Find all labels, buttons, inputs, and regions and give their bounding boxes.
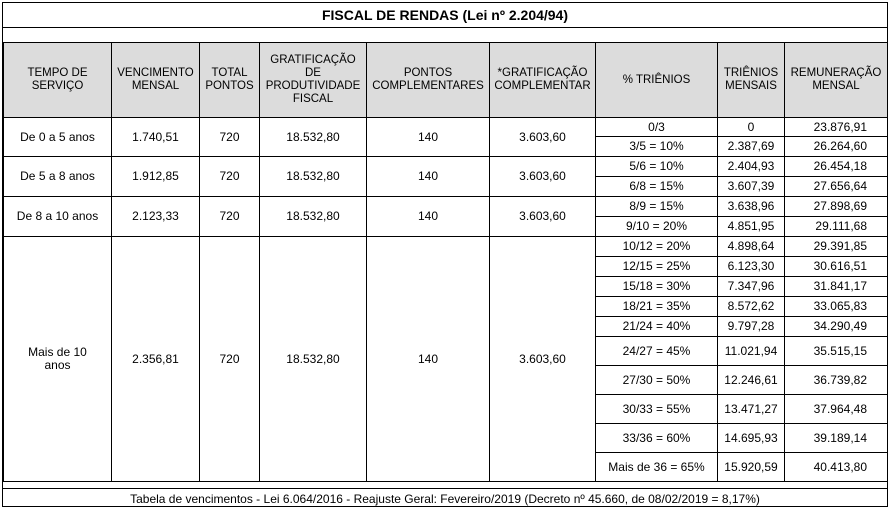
cell-trienio-mensal: 11.021,94 xyxy=(718,337,785,366)
cell-remuneracao: 33.065,83 xyxy=(785,297,888,317)
salary-table xyxy=(3,42,888,482)
cell-trienio-pct: 30/33 = 55% xyxy=(596,395,718,424)
table-row xyxy=(4,118,888,137)
cell-remuneracao: 27.898,69 xyxy=(785,197,888,217)
cell-tempo: De 8 a 10 anos xyxy=(4,197,112,237)
cell-trienio-mensal: 13.471,27 xyxy=(718,395,785,424)
cell-trienio-mensal: 0 xyxy=(718,118,785,137)
cell-tempo: De 5 a 8 anos xyxy=(4,157,112,197)
header-vencimento: VENCIMENTO MENSAL xyxy=(112,43,200,118)
cell-remuneracao: 36.739,82 xyxy=(785,366,888,395)
cell-pontos-complementares: 140 xyxy=(367,157,490,197)
cell-trienio-pct: 33/36 = 60% xyxy=(596,424,718,453)
cell-trienio-mensal: 4.851,95 xyxy=(718,217,785,237)
cell-trienio-mensal: 2.387,69 xyxy=(718,137,785,157)
cell-total-pontos: 720 xyxy=(200,237,260,482)
cell-gratificacao-complementar: 3.603,60 xyxy=(490,197,596,237)
cell-vencimento: 1.912,85 xyxy=(112,157,200,197)
cell-trienio-pct: 27/30 = 50% xyxy=(596,366,718,395)
cell-trienio-pct: 21/24 = 40% xyxy=(596,317,718,337)
header-remuneracao: REMUNERAÇÃO MENSAL xyxy=(785,43,888,118)
cell-trienio-pct: 3/5 = 10% xyxy=(596,137,718,157)
cell-pontos-complementares: 140 xyxy=(367,237,490,482)
cell-remuneracao: 30.616,51 xyxy=(785,257,888,277)
cell-gratificacao-complementar: 3.603,60 xyxy=(490,157,596,197)
cell-trienio-mensal: 15.920,59 xyxy=(718,453,785,482)
cell-remuneracao: 39.189,14 xyxy=(785,424,888,453)
cell-trienio-pct: 8/9 = 15% xyxy=(596,197,718,217)
cell-trienio-mensal: 14.695,93 xyxy=(718,424,785,453)
table-row xyxy=(4,197,888,217)
cell-remuneracao: 31.841,17 xyxy=(785,277,888,297)
cell-remuneracao: 40.413,80 xyxy=(785,453,888,482)
cell-remuneracao: 27.656,64 xyxy=(785,177,888,197)
cell-trienio-mensal: 3.607,39 xyxy=(718,177,785,197)
cell-tempo: Mais de 10 anos xyxy=(4,237,112,482)
cell-vencimento: 2.123,33 xyxy=(112,197,200,237)
cell-total-pontos: 720 xyxy=(200,157,260,197)
cell-tempo: De 0 a 5 anos xyxy=(4,118,112,157)
header-gratificacao: GRATIFICAÇÃO DE PRODUTIVIDADE FISCAL xyxy=(260,43,367,118)
cell-remuneracao: 26.264,60 xyxy=(785,137,888,157)
cell-gratificacao: 18.532,80 xyxy=(260,157,367,197)
cell-total-pontos: 720 xyxy=(200,197,260,237)
cell-trienio-mensal: 4.898,64 xyxy=(718,237,785,257)
cell-trienio-mensal: 9.797,28 xyxy=(718,317,785,337)
cell-gratificacao: 18.532,80 xyxy=(260,197,367,237)
cell-trienio-pct: 15/18 = 30% xyxy=(596,277,718,297)
cell-pontos-complementares: 140 xyxy=(367,118,490,157)
header-pontos-complementares: PONTOS COMPLEMENTARES xyxy=(367,43,490,118)
cell-total-pontos: 720 xyxy=(200,118,260,157)
cell-gratificacao-complementar: 3.603,60 xyxy=(490,237,596,482)
cell-gratificacao-complementar: 3.603,60 xyxy=(490,118,596,157)
cell-vencimento: 2.356,81 xyxy=(112,237,200,482)
cell-remuneracao: 35.515,15 xyxy=(785,337,888,366)
cell-trienio-mensal: 8.572,62 xyxy=(718,297,785,317)
cell-trienio-pct: Mais de 36 = 65% xyxy=(596,453,718,482)
cell-remuneracao: 29.111,68 xyxy=(785,217,888,237)
cell-vencimento: 1.740,51 xyxy=(112,118,200,157)
cell-trienio-mensal: 7.347,96 xyxy=(718,277,785,297)
cell-trienio-pct: 10/12 = 20% xyxy=(596,237,718,257)
cell-trienio-pct: 5/6 = 10% xyxy=(596,157,718,177)
cell-remuneracao: 26.454,18 xyxy=(785,157,888,177)
cell-trienio-pct: 18/21 = 35% xyxy=(596,297,718,317)
header-trienios-pct: % TRIÊNIOS xyxy=(596,43,718,118)
cell-remuneracao: 37.964,48 xyxy=(785,395,888,424)
cell-trienio-mensal: 2.404,93 xyxy=(718,157,785,177)
table-row xyxy=(4,237,888,257)
cell-trienio-mensal: 12.246,61 xyxy=(718,366,785,395)
footer-note: Tabela de vencimentos - Lei 6.064/2016 - Reajuste Geral: Fevereiro/2019 (Decreto nº 45.660, de 08/02/2019 = 8,17%) xyxy=(3,488,887,508)
cell-trienio-pct: 6/8 = 15% xyxy=(596,177,718,197)
table-row xyxy=(4,157,888,177)
cell-trienio-pct: 24/27 = 45% xyxy=(596,337,718,366)
cell-trienio-pct: 12/15 = 25% xyxy=(596,257,718,277)
cell-remuneracao: 23.876,91 xyxy=(785,118,888,137)
header-trienios-mensais: TRIÊNIOS MENSAIS xyxy=(718,43,785,118)
header-tempo: TEMPO DE SERVIÇO xyxy=(4,43,112,118)
table-title: FISCAL DE RENDAS (Lei nº 2.204/94) xyxy=(2,2,888,28)
header-total-pontos: TOTAL PONTOS xyxy=(200,43,260,118)
cell-remuneracao: 34.290,49 xyxy=(785,317,888,337)
cell-pontos-complementares: 140 xyxy=(367,197,490,237)
cell-trienio-mensal: 3.638,96 xyxy=(718,197,785,217)
cell-gratificacao: 18.532,80 xyxy=(260,118,367,157)
cell-gratificacao: 18.532,80 xyxy=(260,237,367,482)
header-row xyxy=(4,43,888,118)
cell-trienio-mensal: 6.123,30 xyxy=(718,257,785,277)
cell-trienio-pct: 9/10 = 20% xyxy=(596,217,718,237)
cell-remuneracao: 29.391,85 xyxy=(785,237,888,257)
cell-trienio-pct: 0/3 xyxy=(596,118,718,137)
header-gratificacao-complementar: *GRATIFICAÇÃO COMPLEMENTAR xyxy=(490,43,596,118)
